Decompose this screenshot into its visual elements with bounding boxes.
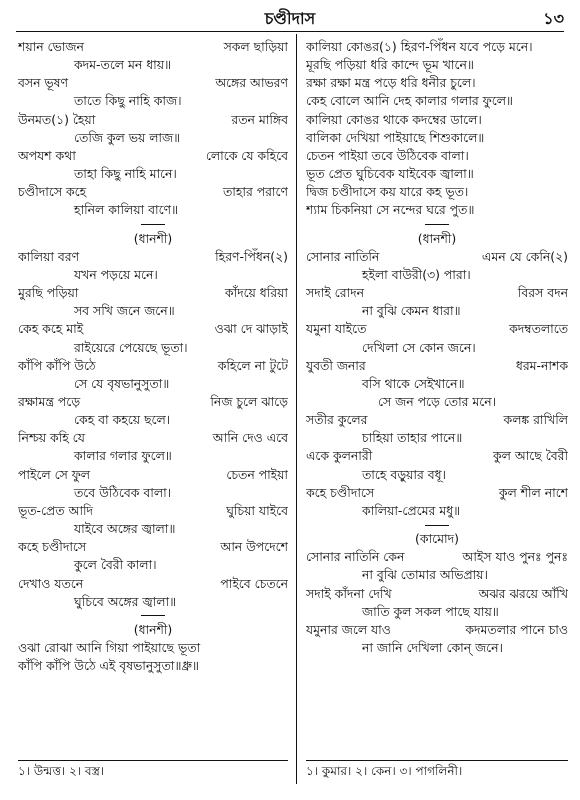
verse-segment-left: একে কুলনারী	[306, 448, 373, 464]
verse-line	[18, 466, 288, 484]
verse-segment-right: অঝর ঝরয়ে আঁখি	[478, 585, 568, 601]
verse-segment-right: কলঙ্ক রাখিলি	[503, 412, 568, 428]
verse-segment-right: আনি দেও এবে	[212, 430, 288, 446]
verse-line-indented: তাতে কিছু নাহি কাজ।	[74, 93, 182, 109]
verse-line: শ্যাম চিকনিয়া সে নন্দের ঘরে পুত॥	[306, 202, 475, 218]
left-column	[18, 38, 288, 756]
verse-line-indented: যাইবে অঙ্গের জ্বালা॥	[74, 521, 176, 537]
verse-line-indented: তাহা কিছু নাহি মানে।	[74, 166, 177, 182]
verse-segment-right: নিজ চুলে ঝাড়ে	[210, 393, 288, 409]
column-divider	[296, 34, 297, 784]
verse-segment-left: দেখাও যতনে	[18, 575, 84, 591]
verse-segment-right: ওঝা দে ঝাড়াই	[214, 321, 288, 337]
verse-segment-right: ধরম-নাশক	[515, 357, 568, 373]
page-title: চণ্ডীদাস	[264, 9, 316, 28]
verse-segment-right: রতন মাঙ্গিব	[231, 111, 288, 127]
verse-line	[18, 74, 288, 92]
verse-segment-right: কাঁদয়ে ধরিয়া	[224, 285, 288, 301]
verse-line	[18, 393, 288, 411]
verse-segment-left: রক্ষামন্ত্র পড়ে	[18, 393, 81, 409]
verse-line: কেহ বোলে আনি দেহ কালার গলার ফুলে॥	[306, 93, 513, 109]
verse-segment-right: লোকে যে কহিবে	[205, 147, 288, 163]
verse-line	[18, 357, 288, 375]
verse-segment-right: এমন যে কেনি(২)	[481, 248, 568, 264]
verse-segment-left: বসন ভূষণ	[18, 75, 68, 91]
verse-segment-right: কদম্বতলাতে	[509, 321, 568, 337]
separator-dash	[141, 224, 165, 225]
verse-line: দ্বিজ চণ্ডীদাসে কয় যারে কহ ভূত।	[306, 184, 469, 200]
verse-segment-right: কহিলে না টুটে	[217, 357, 288, 373]
verse-line: বালিকা দেখিয়া পাইয়াছে শিশুকালে॥	[306, 129, 485, 145]
verse-line-indented: সে যে বৃষভানুসুতা॥	[74, 375, 170, 391]
verse-line-indented: দেখিলা সে কোন জনে।	[362, 339, 476, 355]
verse-segment-right: সকল ছাড়িয়া	[223, 39, 288, 54]
verse-line: ভূত প্রেত ঘুচিবেক যাইবেক জ্বালা॥	[306, 166, 474, 182]
verse-line-indented: তবে উঠিবেক বালা।	[74, 484, 172, 500]
section-separator	[306, 520, 568, 530]
verse-segment-left: সোনার নাতিনি কেন	[306, 549, 405, 565]
verse-line: কাঁপি কাঁপি উঠে এই বৃষভানুসুতা॥ধ্রু॥	[18, 658, 199, 674]
verse-segment-left: নিশ্চয় কহি যে	[18, 430, 85, 446]
verse-line	[306, 357, 568, 375]
verse-segment-left: সতীর কুলের	[306, 412, 368, 428]
verse-segment-right: আন উপদেশে	[220, 539, 288, 555]
verse-line-indented: চাহিয়া তাহার পানে॥	[362, 430, 463, 446]
header-rule	[16, 31, 564, 32]
section-separator	[18, 220, 288, 230]
verse-segment-left: কেহ কহে মাই	[18, 321, 84, 337]
verse-segment-left: কহে চণ্ডীদাসে	[18, 539, 87, 555]
verse-segment-right: আইস যাও পুনঃ পুনঃ	[462, 549, 568, 565]
verse-segment-left: যমুনার জলে যাও	[306, 621, 391, 637]
verse-line	[18, 38, 288, 56]
verse-line	[306, 248, 568, 266]
verse-line-indented: জাতি কুল সকল পাছে যায়॥	[362, 603, 499, 619]
verse-line: ওঝা রোঝা আনি গিয়া পাইয়াছে ভূতা	[18, 640, 201, 655]
verse-line	[18, 284, 288, 302]
verse-line	[306, 447, 568, 465]
verse-line	[18, 575, 288, 593]
verse-segment-right: ঘুচিয়া যাইবে	[226, 502, 288, 518]
separator-dash	[425, 224, 449, 225]
verse-line-indented: ঘুচিবে অঙ্গের জ্বালা॥	[74, 593, 177, 609]
verse-segment-left: শয়ান ভোজন	[18, 39, 84, 54]
verse-line: মূরছি পড়িয়া ধরি কান্দে ভূম খানে॥	[306, 57, 474, 73]
page-header	[0, 0, 580, 34]
verse-segment-left: কাঁপি কাঁপি উঠে	[18, 357, 96, 373]
verse-segment-left: যমুনা যাইতে	[306, 321, 367, 337]
verse-segment-left: ভূত-প্রেত আদি	[18, 502, 94, 518]
verse-segment-right: বিরস বদন	[517, 285, 568, 301]
verse-line	[306, 320, 568, 338]
verse-line	[306, 548, 568, 566]
verse-segment-right: পাইবে চেতনে	[220, 575, 288, 591]
verse-line-indented: তাহে বড়ুয়ার বধূ।	[362, 466, 446, 482]
verse-line	[18, 320, 288, 338]
verse-line-indented: রাইয়েরে পেয়েছে ভূতা।	[74, 339, 188, 355]
verse-line-indented: না জানি দেখিলা কোন্ জনে।	[362, 640, 503, 655]
verse-line-indented: বসি থাকে সেইখানে॥	[362, 375, 465, 391]
raga-heading: (ধানশী)	[133, 621, 173, 637]
footnotes-right: ১। কুমার। ২। কেন। ৩। পাগলিনী।	[306, 760, 568, 783]
verse-line	[18, 502, 288, 520]
verse-segment-left: সোনার নাতিনি	[306, 248, 380, 264]
verse-segment-left: অপযশ কথা	[18, 147, 76, 163]
verse-segment-right: অঙ্গের আভরণ	[215, 75, 288, 91]
verse-line-indented: না বুঝি তোমার অভিপ্রায়।	[362, 567, 488, 583]
right-column	[306, 38, 568, 756]
footnotes-left: ১। উন্মত্ত। ২। বস্ত্র।	[18, 760, 288, 783]
verse-line-indented: কালিয়া-প্রেমের মধু॥	[362, 502, 461, 518]
verse-line	[306, 411, 568, 429]
verse-line-indented: সব সখি জনে জনে॥	[74, 303, 175, 319]
verse-segment-left: উনমত(১) হৈয়া	[18, 111, 96, 127]
verse-line	[306, 585, 568, 603]
verse-segment-right: হিরণ-পিঁধন(২)	[215, 248, 288, 264]
verse-segment-right: তাহার পরাণে	[222, 184, 288, 200]
verse-line-indented: কালার গলার ফুলে॥	[74, 448, 172, 464]
verse-line-indented: না বুঝি কেমন ধারা॥	[362, 303, 461, 319]
raga-heading: (কামোদ)	[415, 531, 459, 547]
verse-line	[18, 538, 288, 556]
verse-segment-left: কালিয়া বরণ	[18, 248, 80, 264]
verse-line-indented: কেহ বা কহয়ে ছলে।	[74, 412, 171, 428]
verse-line-indented: যখন পড়য়ে মনে।	[74, 266, 158, 282]
verse-segment-left: মুরছি পড়িয়া	[18, 285, 79, 301]
verse-line-indented: হানিল কালিয়া বাণে॥	[74, 202, 179, 218]
verse-segment-right: কদমতলার পানে চাও	[465, 621, 568, 637]
page-number: ১৩	[543, 9, 564, 28]
separator-dash	[141, 615, 165, 616]
verse-line	[306, 284, 568, 302]
verse-line	[306, 484, 568, 502]
verse-segment-left: সদাই রোদন	[306, 285, 365, 301]
verse-line: চেতন পাইয়া তবে উঠিবেক বালা।	[306, 147, 469, 163]
verse-line	[306, 621, 568, 639]
verse-segment-left: চণ্ডীদাসে কহে	[18, 184, 87, 200]
verse-line	[18, 248, 288, 266]
verse-line: কালিয়া কোঙর থাকে কদম্বের ডালে।	[306, 111, 482, 127]
raga-heading: (ধানশী)	[417, 230, 457, 246]
verse-line: কালিয়া কোঙর(১) হিরণ-পিঁধন যবে পড়ে মনে।	[306, 39, 533, 54]
verse-segment-right: কুল শীল নাশে	[498, 484, 568, 500]
section-separator	[18, 611, 288, 621]
separator-dash	[425, 525, 449, 526]
verse-segment-right: কুল আছে বৈরী	[493, 448, 568, 464]
verse-line-indented: কদম-তলে মন ধায়॥	[74, 57, 172, 73]
verse-segment-left: পাইলে সে ফুল	[18, 466, 91, 482]
verse-line	[18, 111, 288, 129]
verse-line-indented: সে জন পড়ে তোর মনে।	[378, 393, 497, 409]
verse-line-indented: তেজি কুল ভয় লাজ॥	[74, 129, 181, 145]
verse-segment-left: কহে চণ্ডীদাসে	[306, 484, 375, 500]
verse-line-indented: হইলা বাউরী(৩) পারা।	[362, 266, 471, 282]
verse-line	[18, 183, 288, 201]
verse-line	[18, 147, 288, 165]
verse-line: রক্ষা রক্ষা মন্ত্র পড়ে ধরি ধনীর চুলে।	[306, 75, 476, 91]
verse-line	[18, 429, 288, 447]
verse-line-indented: কুলে বৈরী কালা।	[74, 557, 157, 573]
verse-segment-left: সদাই কাঁদনা দেখি	[306, 585, 392, 601]
verse-segment-right: চেতন পাইয়া	[226, 466, 288, 482]
section-separator	[306, 220, 568, 230]
raga-heading: (ধানশী)	[133, 230, 173, 246]
verse-segment-left: যুবতী জনার	[306, 357, 366, 373]
